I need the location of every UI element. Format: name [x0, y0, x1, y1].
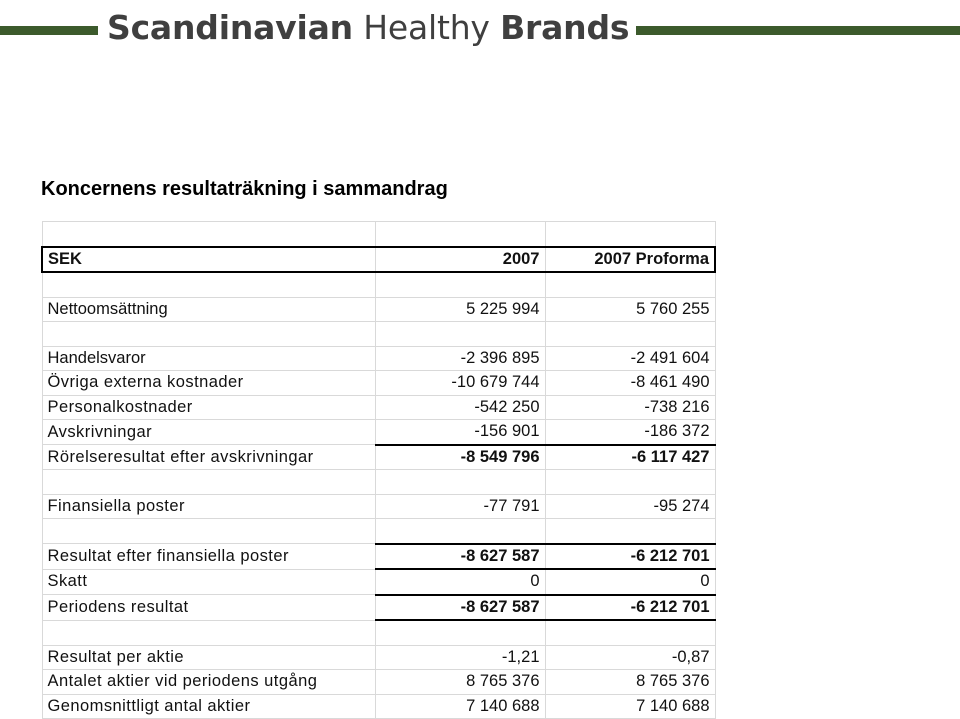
- table-row: [42, 670, 715, 695]
- value-proforma: -95 274: [545, 494, 715, 519]
- value-2007: -1,21: [375, 645, 545, 670]
- row-label: Handelsvaror: [42, 346, 375, 371]
- spacer-row: [42, 470, 715, 495]
- value-2007: 8 765 376: [375, 670, 545, 695]
- table-row: [42, 346, 715, 371]
- row-label: Nettoomsättning: [42, 297, 375, 322]
- row-label: Finansiella poster: [42, 494, 375, 519]
- row-label: Antalet aktier vid periodens utgång: [42, 670, 375, 695]
- row-label: Periodens resultat: [42, 595, 375, 621]
- table-row: [42, 645, 715, 670]
- value-2007: -8 627 587: [375, 595, 545, 621]
- row-label: Resultat efter finansiella poster: [42, 544, 375, 570]
- table-row-subtotal: [42, 445, 715, 470]
- brand-bar-right: [636, 26, 960, 35]
- table-header-row: [42, 247, 715, 273]
- value-proforma: -186 372: [545, 420, 715, 445]
- value-2007: -10 679 744: [375, 371, 545, 396]
- spacer-row: [42, 519, 715, 544]
- value-proforma: -8 461 490: [545, 371, 715, 396]
- table-row: [42, 569, 715, 595]
- page-title: Koncernens resultaträkning i sammandrag: [41, 178, 448, 200]
- table-row-total: [42, 595, 715, 621]
- value-2007: -8 549 796: [375, 445, 545, 470]
- table-row: [42, 371, 715, 396]
- value-proforma: 8 765 376: [545, 670, 715, 695]
- value-proforma: 5 760 255: [545, 297, 715, 322]
- value-proforma: 0: [545, 569, 715, 595]
- row-label: Personalkostnader: [42, 395, 375, 420]
- value-proforma: 7 140 688: [545, 694, 715, 719]
- table-row: [42, 494, 715, 519]
- table-row: [42, 420, 715, 445]
- brand-name-part-2: Healthy: [352, 8, 501, 47]
- column-header-2007: 2007: [375, 247, 545, 273]
- table-row: [42, 297, 715, 322]
- value-2007: -77 791: [375, 494, 545, 519]
- value-2007: -156 901: [375, 420, 545, 445]
- value-2007: -2 396 895: [375, 346, 545, 371]
- column-header-currency: SEK: [42, 247, 375, 273]
- value-proforma: -6 212 701: [545, 544, 715, 570]
- row-label: Avskrivningar: [42, 420, 375, 445]
- spacer-row: [42, 222, 715, 247]
- row-label: Resultat per aktie: [42, 645, 375, 670]
- value-proforma: -6 117 427: [545, 445, 715, 470]
- value-proforma: -6 212 701: [545, 595, 715, 621]
- table-row-subtotal: [42, 544, 715, 570]
- value-proforma: -2 491 604: [545, 346, 715, 371]
- value-proforma: -738 216: [545, 395, 715, 420]
- value-2007: -542 250: [375, 395, 545, 420]
- brand-name-part-1: Scandinavian: [107, 8, 353, 47]
- spacer-row: [42, 620, 715, 645]
- value-2007: 0: [375, 569, 545, 595]
- spacer-row: [42, 272, 715, 297]
- brand-logo: [107, 3, 629, 53]
- column-header-proforma: 2007 Proforma: [545, 247, 715, 273]
- value-proforma: -0,87: [545, 645, 715, 670]
- value-2007: 5 225 994: [375, 297, 545, 322]
- table-row: [42, 395, 715, 420]
- row-label: Genomsnittligt antal aktier: [42, 694, 375, 719]
- brand-name-part-3: Brands: [500, 8, 630, 47]
- table-row: [42, 694, 715, 719]
- spacer-row: [42, 322, 715, 347]
- value-2007: -8 627 587: [375, 544, 545, 570]
- row-label: Övriga externa kostnader: [42, 371, 375, 396]
- value-2007: 7 140 688: [375, 694, 545, 719]
- income-statement-table: [41, 221, 716, 719]
- brand-bar-left: [0, 26, 98, 35]
- row-label: Skatt: [42, 569, 375, 595]
- row-label: Rörelseresultat efter avskrivningar: [42, 445, 375, 470]
